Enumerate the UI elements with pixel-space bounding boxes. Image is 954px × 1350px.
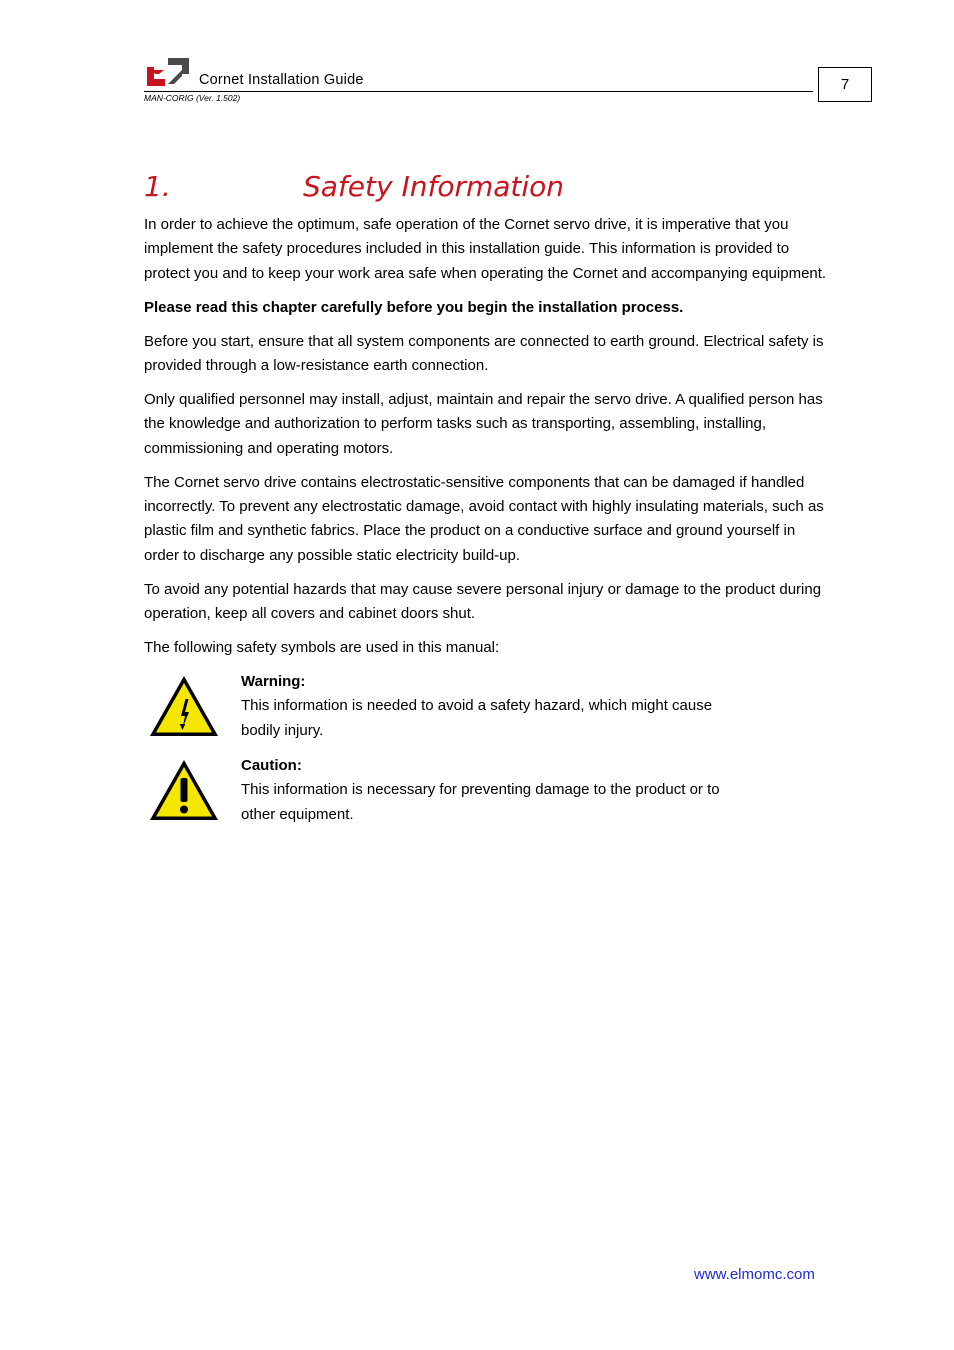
page-number xyxy=(818,67,872,102)
caution-symbol-entry xyxy=(144,754,834,838)
high-voltage-warning-icon xyxy=(148,674,220,738)
elmo-logo-icon xyxy=(147,58,189,86)
warning-label: Warning: xyxy=(241,673,306,690)
caution-text-line-2: other equipment. xyxy=(241,805,354,823)
page-number-value: 7 xyxy=(840,76,850,93)
caution-label: Caution: xyxy=(241,757,302,774)
symbols-intro-paragraph: The following safety symbols are used in this manual: xyxy=(144,639,500,657)
warning-text-line-2: bodily injury. xyxy=(241,721,324,739)
warning-description xyxy=(241,670,801,743)
exclamation-caution-icon xyxy=(148,758,220,822)
header-divider xyxy=(144,91,813,92)
warning-symbol-entry xyxy=(144,670,834,754)
document-title: Cornet Installation Guide xyxy=(199,72,364,88)
caution-description xyxy=(241,754,801,827)
intro-paragraph: In order to achieve the optimum, safe operation of the Cornet servo drive, it is imperative that you implement the safety procedures included in this installation guide. This information is provided to protect you and to keep your work area safe when operating the Cornet and accompanying equipment. xyxy=(144,216,827,282)
covers-doors-paragraph: To avoid any potential hazards that may cause severe personal injury or damage to the product during operation, keep all covers and cabinet doors shut. xyxy=(144,580,822,623)
chapter-body xyxy=(144,213,834,838)
read-chapter-notice: Please read this chapter carefully before you begin the installation process. xyxy=(144,298,684,316)
chapter-heading xyxy=(144,170,564,203)
caution-text-line-1: This information is necessary for preventing damage to the product or to xyxy=(241,781,720,799)
warning-text-line-1: This information is needed to avoid a safety hazard, which might cause xyxy=(241,697,713,715)
document-version: MAN-CORIG (Ver. 1.502) xyxy=(144,93,241,103)
chapter-number: 1. xyxy=(144,170,171,203)
website-link[interactable]: www.elmomc.com xyxy=(694,1266,815,1283)
qualified-personnel-paragraph: Only qualified personnel may install, adjust, maintain and repair the servo drive. A qualified person has the knowledge and authorization to perform tasks such as transporting, assembling, installing, commissioning and operating motors. xyxy=(144,390,823,457)
chapter-title-text: Safety Information xyxy=(303,170,565,203)
earth-ground-paragraph: Before you start, ensure that all system components are connected to earth ground. Electrical safety is provided through a low-resistance earth connection. xyxy=(144,332,824,375)
electrostatic-paragraph: The Cornet servo drive contains electrostatic-sensitive components that can be damaged if handled incorrectly. To prevent any electrostatic damage, avoid contact with highly insulating materials, such as plastic film and synthetic fabrics. Place the product on a conductive surface and ground yourself in order to discharge any possible static electricity build-up. xyxy=(144,473,824,564)
